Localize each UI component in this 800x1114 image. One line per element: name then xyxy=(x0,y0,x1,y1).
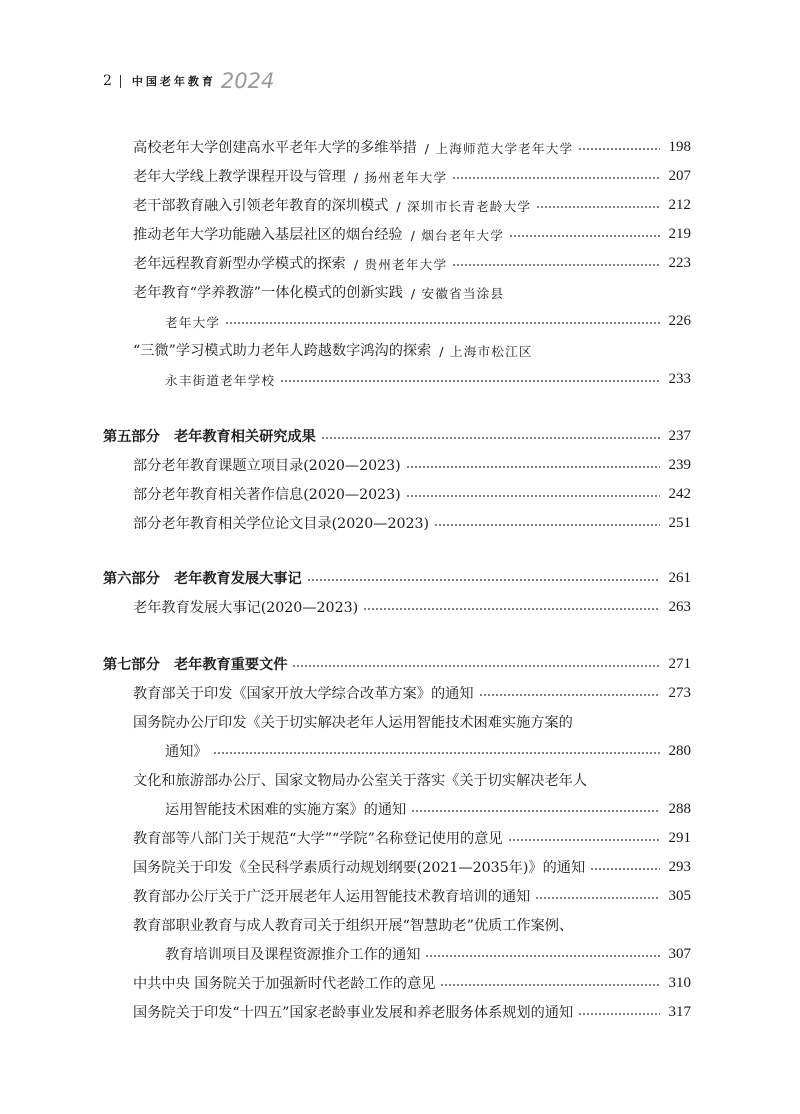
toc-leader xyxy=(280,380,660,382)
toc-entry-page: 219 xyxy=(668,225,691,242)
toc-entry-institution: 老年大学 xyxy=(165,314,221,330)
toc-leader xyxy=(213,752,660,754)
toc-entry-institution: / 上海市松江区 xyxy=(439,343,533,359)
toc-entry[interactable] xyxy=(133,681,691,705)
toc-section-heading[interactable] xyxy=(103,652,691,676)
toc-section-title: 第五部分 老年教育相关研究成果 xyxy=(103,429,316,445)
toc-entry[interactable] xyxy=(133,482,691,506)
toc-section-title: 第七部分 老年教育重要文件 xyxy=(103,657,288,673)
toc-entry-institution: / 扬州老年大学 xyxy=(353,169,448,185)
toc-entry-institution: / 上海师范大学老年大学 xyxy=(424,140,574,156)
toc-entry-page: 242 xyxy=(668,485,691,502)
toc-leader xyxy=(590,868,660,870)
toc-leader xyxy=(406,466,660,468)
toc-entry-continued[interactable] xyxy=(165,942,691,966)
toc-leader xyxy=(321,437,660,439)
toc-entry-page: 305 xyxy=(668,887,691,904)
toc-entry-page: 310 xyxy=(668,974,691,991)
toc-leader xyxy=(440,984,660,986)
toc-entry-page: 207 xyxy=(668,167,691,184)
toc-leader xyxy=(535,897,660,899)
toc-entry-title: “三微”学习模式助力老年人跨越数字鸿沟的探索 xyxy=(133,343,432,359)
toc-entry-page: 288 xyxy=(668,800,691,817)
toc-entry[interactable] xyxy=(133,595,691,619)
toc-section-title: 第六部分 老年教育发展大事记 xyxy=(103,571,302,587)
toc-entry[interactable] xyxy=(133,222,691,246)
toc-entry-title: 高校老年大学创建高水平老年大学的多维举措 xyxy=(133,140,417,156)
toc-entry-title: 教育培训项目及课程资源推介工作的通知 xyxy=(165,947,421,963)
toc-leader xyxy=(225,322,660,324)
toc-section-heading[interactable] xyxy=(103,566,691,590)
toc-leader xyxy=(578,1013,660,1015)
toc-entry-continued[interactable] xyxy=(165,309,691,333)
toc-entry-title: 国务院办公厅印发《关于切实解决老年人运用智能技术困难实施方案的 xyxy=(133,715,573,731)
toc-entry-title: 老干部教育融入引领老年教育的深圳模式 xyxy=(133,198,389,214)
toc-entry[interactable] xyxy=(133,193,691,217)
header-book-title: 中国老年教育 xyxy=(131,75,216,88)
toc-entry[interactable] xyxy=(133,338,691,362)
toc-entry-title: 教育部办公厅关于广泛开展老年人运用智能技术教育培训的通知 xyxy=(133,889,531,905)
toc-entry-title: 国务院关于印发“十四五”国家老龄事业发展和养老服务体系规划的通知 xyxy=(133,1005,574,1021)
toc-leader xyxy=(425,955,660,957)
toc-leader xyxy=(479,694,660,696)
toc-entry[interactable] xyxy=(133,884,691,908)
toc-entry-page: 293 xyxy=(668,858,691,875)
header-divider xyxy=(120,75,121,88)
toc-entry[interactable] xyxy=(133,826,691,850)
toc-entry-title: 教育部职业教育与成人教育司关于组织开展“智慧助老”优质工作案例、 xyxy=(133,918,574,934)
toc-entry-institution: / 贵州老年大学 xyxy=(353,256,448,272)
toc-entry-page: 223 xyxy=(668,254,691,271)
toc-leader xyxy=(509,235,660,237)
toc-entry-page: 280 xyxy=(668,742,691,759)
toc-entry-title: 部分老年教育课题立项目录(2020—2023) xyxy=(133,458,401,474)
toc-entry-institution: / 安徽省当涂县 xyxy=(410,285,505,301)
toc-entry-page: 226 xyxy=(668,312,691,329)
toc-entry-page: 291 xyxy=(668,829,691,846)
toc-entry-page: 237 xyxy=(668,427,691,444)
toc-entry[interactable] xyxy=(133,280,691,304)
toc-leader xyxy=(292,665,660,667)
toc-entry[interactable] xyxy=(133,164,691,188)
toc-leader xyxy=(434,524,660,526)
toc-entry-title: 老年大学线上教学课程开设与管理 xyxy=(133,169,346,185)
toc-entry[interactable] xyxy=(133,971,691,995)
toc-entry-page: 239 xyxy=(668,456,691,473)
toc-entry-continued[interactable] xyxy=(165,739,691,763)
toc-entry-page: 198 xyxy=(668,138,691,155)
toc-entry[interactable] xyxy=(133,1000,691,1024)
toc-entry[interactable] xyxy=(133,135,691,159)
toc-leader xyxy=(307,579,660,581)
toc-entry-institution: / 烟台老年大学 xyxy=(410,227,504,243)
toc-entry-page: 233 xyxy=(668,370,691,387)
toc-entry-page: 271 xyxy=(668,655,691,672)
toc-entry-title: 推动老年大学功能融入基层社区的烟台经验 xyxy=(133,227,403,243)
header-year: 2024 xyxy=(220,69,275,93)
toc-entry-title: 老年教育“学养教游”一体化模式的创新实践 xyxy=(133,285,403,301)
toc-entry-title: 中共中央 国务院关于加强新时代老龄工作的意见 xyxy=(133,976,436,992)
toc-entry-title: 教育部等八部门关于规范“大学”“学院”名称登记使用的意见 xyxy=(133,831,503,847)
running-header xyxy=(103,67,274,95)
toc-entry-page: 273 xyxy=(668,684,691,701)
toc-entry[interactable] xyxy=(133,511,691,535)
toc-entry-page: 261 xyxy=(668,569,691,586)
toc-entry-title: 老年远程教育新型办学模式的探索 xyxy=(133,256,346,272)
toc-entry-title: 运用智能技术困难的实施方案》的通知 xyxy=(165,802,407,818)
toc-leader xyxy=(536,206,660,208)
toc-entry-page: 212 xyxy=(668,196,691,213)
toc-entry-title: 教育部关于印发《国家开放大学综合改革方案》的通知 xyxy=(133,686,474,702)
toc-entry-institution: / 深圳市长青老龄大学 xyxy=(396,198,532,214)
toc-leader xyxy=(508,839,660,841)
toc-leader xyxy=(411,810,660,812)
toc-entry[interactable] xyxy=(133,768,691,792)
toc-entry-title: 通知》 xyxy=(165,744,208,760)
toc-entry-title: 部分老年教育相关著作信息(2020—2023) xyxy=(133,487,401,503)
toc-entry-page: 317 xyxy=(668,1003,691,1020)
toc-entry-continued[interactable] xyxy=(165,367,691,391)
header-page-number: 2 xyxy=(103,73,112,89)
toc-leader xyxy=(452,177,660,179)
toc-entry[interactable] xyxy=(133,453,691,477)
toc-section-heading[interactable] xyxy=(103,424,691,448)
toc-entry-title: 文化和旅游部办公厅、国家文物局办公室关于落实《关于切实解决老年人 xyxy=(133,773,588,789)
toc-entry-title: 老年教育发展大事记(2020—2023) xyxy=(133,600,359,616)
toc-entry-institution: 永丰街道老年学校 xyxy=(165,372,276,388)
toc-entry[interactable] xyxy=(133,913,691,937)
toc-entry-title: 部分老年教育相关学位论文目录(2020—2023) xyxy=(133,516,430,532)
toc-entry[interactable] xyxy=(133,251,691,275)
toc-entry[interactable] xyxy=(133,855,691,879)
toc-entry-page: 251 xyxy=(668,514,691,531)
toc-leader xyxy=(452,264,660,266)
toc-leader xyxy=(406,495,660,497)
toc-entry-title: 国务院关于印发《全民科学素质行动规划纲要(2021—2035年)》的通知 xyxy=(133,860,586,876)
toc-entry-continued[interactable] xyxy=(165,797,691,821)
toc-entry[interactable] xyxy=(133,710,691,734)
toc-entry-page: 263 xyxy=(668,598,691,615)
toc-leader xyxy=(363,608,660,610)
toc-leader xyxy=(578,148,660,150)
toc-entry-page: 307 xyxy=(668,945,691,962)
